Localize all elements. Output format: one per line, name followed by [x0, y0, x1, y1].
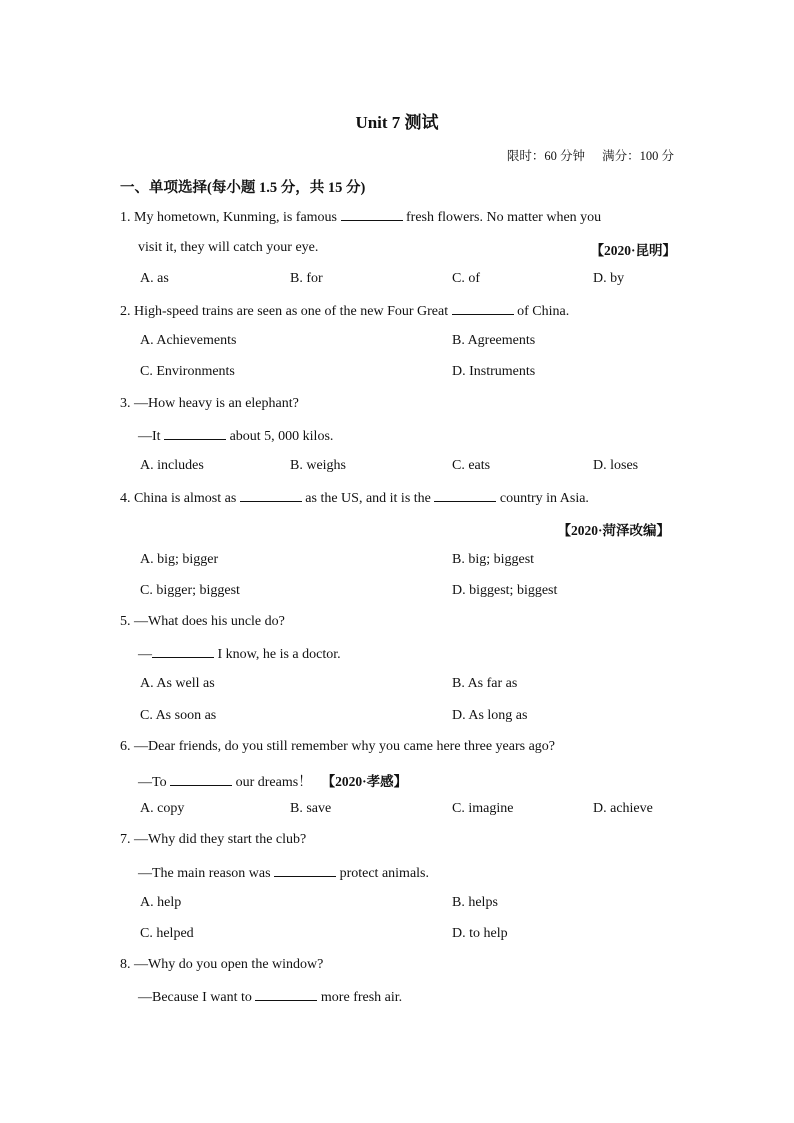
answer-blank [341, 208, 403, 221]
question-8-stem: 8. —Why do you open the window? [120, 957, 324, 972]
question-source: 【2020·孝感】 [321, 774, 408, 789]
option-b: B. big; biggest [452, 552, 535, 567]
answer-blank [164, 427, 226, 440]
option-a: A. help [140, 895, 182, 910]
option-d: D. by [593, 271, 625, 286]
option-c: C. helped [140, 926, 194, 941]
option-b: B. for [290, 271, 323, 286]
question-5-response: — I know, he is a doctor. [138, 647, 341, 662]
option-c: C. of [452, 271, 480, 286]
question-1-stem-line2: visit it, they will catch your eye. [138, 240, 319, 255]
option-d: D. biggest; biggest [452, 583, 558, 598]
question-7-stem: 7. —Why did they start the club? [120, 832, 307, 847]
option-a: A. As well as [140, 676, 215, 691]
question-6-response: —To our dreams！ 【2020·孝感】 [138, 774, 408, 790]
question-5-stem: 5. —What does his uncle do? [120, 614, 285, 629]
answer-blank [434, 489, 496, 502]
option-b: B. weighs [290, 458, 346, 473]
question-4-stem: 4. China is almost as as the US, and it is the country in Asia. [120, 491, 589, 506]
option-a: A. Achievements [140, 333, 237, 348]
time-limit: 限时：60 分钟 [506, 149, 585, 163]
answer-blank [274, 864, 336, 877]
option-c: C. eats [452, 458, 491, 473]
answer-blank [152, 645, 214, 658]
section-heading: 一、单项选择(每小题 1.5 分，共 15 分) [120, 180, 366, 196]
answer-blank [452, 302, 514, 315]
question-8-response: —Because I want to more fresh air. [138, 990, 403, 1005]
question-6-stem: 6. —Dear friends, do you still remember why you came here three years ago? [120, 739, 556, 754]
option-a: A. big; bigger [140, 552, 219, 567]
answer-blank [170, 773, 232, 786]
time-score-info [493, 146, 674, 164]
option-d: D. loses [593, 458, 639, 473]
option-c: C. Environments [140, 364, 235, 379]
option-a: A. includes [140, 458, 204, 473]
option-b: B. Agreements [452, 333, 536, 348]
question-2-stem: 2. High-speed trains are seen as one of the new Four Great of China. [120, 304, 570, 319]
page-title: Unit 7 测试 [355, 113, 439, 132]
question-1-stem: 1. My hometown, Kunming, is famous fresh flowers. No matter when you [120, 210, 602, 225]
option-d: D. Instruments [452, 364, 536, 379]
option-c: C. imagine [452, 801, 514, 816]
question-3-response: —It about 5, 000 kilos. [138, 429, 334, 444]
full-score: 满分：100 分 [602, 149, 674, 163]
question-7-response: —The main reason was protect animals. [138, 866, 429, 881]
option-b: B. save [290, 801, 332, 816]
option-c: C. As soon as [140, 708, 217, 723]
option-d: D. to help [452, 926, 508, 941]
option-d: D. achieve [593, 801, 653, 816]
option-a: A. as [140, 271, 169, 286]
option-b: B. As far as [452, 676, 518, 691]
question-source: 【2020·菏泽改编】 [557, 523, 670, 538]
question-3-stem: 3. —How heavy is an elephant? [120, 396, 299, 411]
answer-blank [240, 489, 302, 502]
option-b: B. helps [452, 895, 498, 910]
option-c: C. bigger; biggest [140, 583, 240, 598]
option-d: D. As long as [452, 708, 528, 723]
option-a: A. copy [140, 801, 185, 816]
answer-blank [255, 988, 317, 1001]
question-source: 【2020·昆明】 [590, 243, 676, 258]
